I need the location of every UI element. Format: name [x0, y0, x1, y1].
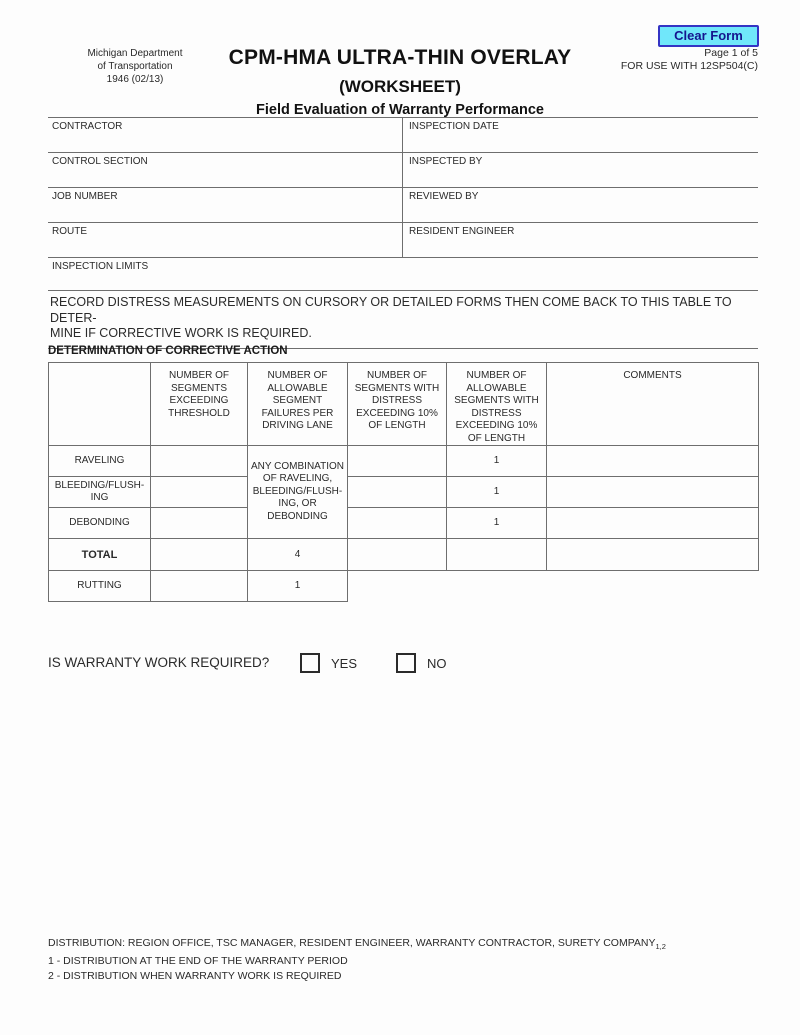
- total-allowable-failures-value: 4: [248, 539, 348, 571]
- clear-form-button[interactable]: Clear Form: [658, 25, 759, 47]
- form-subtitle: Field Evaluation of Warranty Performance: [256, 102, 544, 118]
- col-header-segments-with-distress: NUMBER OF SEGMENTS WITH DISTRESS EXCEEDING 10% OF LENGTH: [348, 363, 447, 446]
- row-label-total: TOTAL: [49, 539, 151, 571]
- table-row-total: [49, 539, 759, 571]
- table-row-debonding: [49, 508, 759, 539]
- section-title: DETERMINATION OF CORRECTIVE ACTION: [48, 345, 288, 357]
- bleeding-segments-exceeding-cell[interactable]: [151, 477, 248, 508]
- debonding-segments-exceeding-cell[interactable]: [151, 508, 248, 539]
- total-comments-cell[interactable]: [547, 539, 759, 571]
- warranty-question-label: IS WARRANTY WORK REQUIRED?: [48, 655, 270, 670]
- rutting-segments-exceeding-cell[interactable]: [151, 571, 248, 602]
- allowable-failures-merged-cell: ANY COMBINATION OF RAVELING, BLEEDING/FLUSH-ING, OR DEBONDING: [248, 446, 348, 539]
- worksheet-subtitle: (WORKSHEET): [339, 77, 461, 96]
- table-row-raveling: [49, 446, 759, 477]
- bleeding-segments-distress-cell[interactable]: [348, 477, 447, 508]
- form-reference: FOR USE WITH 12SP504(C): [620, 60, 758, 72]
- raveling-comments-cell[interactable]: [547, 446, 759, 477]
- distribution-subscript: 1,2: [655, 942, 666, 951]
- yes-checkbox[interactable]: [300, 653, 320, 673]
- field-resident-engineer[interactable]: [402, 222, 758, 257]
- distribution-text: [48, 936, 768, 954]
- row-label-debonding: DEBONDING: [49, 508, 151, 539]
- field-control-section[interactable]: [48, 152, 402, 187]
- col-header-comments: COMMENTS: [547, 363, 759, 446]
- row-label-bleeding-flushing: BLEEDING/FLUSH-ING: [49, 477, 151, 508]
- footer-block: [48, 936, 768, 984]
- page-number: Page 1 of 5: [704, 47, 758, 59]
- rutting-allowable-failures-value: 1: [248, 571, 348, 602]
- table-row-rutting: [49, 571, 759, 602]
- field-route-label: ROUTE: [52, 226, 87, 237]
- agency-line-1: Michigan Department: [87, 48, 183, 59]
- corner-header-cell: [49, 363, 151, 446]
- distribution-note-2: 2 - DISTRIBUTION WHEN WARRANTY WORK IS REQUIRED: [48, 970, 342, 982]
- field-inspection-limits[interactable]: [48, 257, 758, 290]
- page-info-block: [558, 47, 758, 73]
- field-inspected-by-label: INSPECTED BY: [409, 156, 483, 167]
- raveling-segments-exceeding-cell[interactable]: [151, 446, 248, 477]
- agency-line-3: 1946 (02/13): [106, 74, 164, 85]
- agency-line-2: of Transportation: [97, 61, 173, 72]
- field-inspected-by[interactable]: [402, 152, 758, 187]
- field-resident-engineer-label: RESIDENT ENGINEER: [409, 226, 515, 237]
- row-label-rutting: RUTTING: [49, 571, 151, 602]
- table-header-row: [49, 363, 759, 446]
- raveling-segments-distress-cell[interactable]: [348, 446, 447, 477]
- no-checkbox-label: NO: [427, 656, 447, 671]
- instructions-line-1: RECORD DISTRESS MEASUREMENTS ON CURSORY OR DETAILED FORMS THEN COME BACK TO THIS TABLE TO DETER-: [50, 295, 732, 325]
- field-job-number[interactable]: [48, 187, 402, 222]
- bleeding-comments-cell[interactable]: [547, 477, 759, 508]
- col-header-allowable-segments-distress: NUMBER OF ALLOWABLE SEGMENTS WITH DISTRESS EXCEEDING 10% OF LENGTH: [447, 363, 547, 446]
- field-job-number-label: JOB NUMBER: [52, 191, 118, 202]
- total-segments-exceeding-cell[interactable]: [151, 539, 248, 571]
- instructions-line-2: MINE IF CORRECTIVE WORK IS REQUIRED.: [50, 326, 312, 340]
- field-inspection-date[interactable]: [402, 117, 758, 152]
- warranty-question-row: [48, 650, 758, 680]
- debonding-comments-cell[interactable]: [547, 508, 759, 539]
- total-segments-distress-cell[interactable]: [348, 539, 447, 571]
- field-route[interactable]: [48, 222, 402, 257]
- no-checkbox[interactable]: [396, 653, 416, 673]
- total-allowable-distress-cell[interactable]: [447, 539, 547, 571]
- col-header-segments-exceeding: NUMBER OF SEGMENTS EXCEEDING THRESHOLD: [151, 363, 248, 446]
- field-control-section-label: CONTROL SECTION: [52, 156, 148, 167]
- rutting-empty-area: [348, 571, 759, 602]
- field-inspection-limits-label: INSPECTION LIMITS: [52, 261, 149, 272]
- instructions-text: [48, 290, 758, 349]
- yes-checkbox-label: YES: [331, 656, 358, 671]
- row-label-raveling: RAVELING: [49, 446, 151, 477]
- page-title: CPM-HMA ULTRA-THIN OVERLAY: [228, 46, 572, 69]
- field-contractor-label: CONTRACTOR: [52, 121, 123, 132]
- raveling-allowable-distress-value: 1: [447, 446, 547, 477]
- field-contractor[interactable]: [48, 117, 402, 152]
- project-info-grid: [48, 117, 758, 292]
- debonding-allowable-distress-value: 1: [447, 508, 547, 539]
- debonding-segments-distress-cell[interactable]: [348, 508, 447, 539]
- distribution-main: DISTRIBUTION: REGION OFFICE, TSC MANAGER, RESIDENT ENGINEER, WARRANTY CONTRACTOR, SURETY COMPANY: [48, 937, 656, 949]
- col-header-allowable-failures: NUMBER OF ALLOWABLE SEGMENT FAILURES PER DRIVING LANE: [248, 363, 348, 446]
- bleeding-allowable-distress-value: 1: [447, 477, 547, 508]
- field-reviewed-by-label: REVIEWED BY: [409, 191, 479, 202]
- distribution-note-1: 1 - DISTRIBUTION AT THE END OF THE WARRANTY PERIOD: [48, 955, 348, 967]
- field-inspection-date-label: INSPECTION DATE: [409, 121, 499, 132]
- corrective-action-table: [48, 362, 759, 602]
- table-row-bleeding-flushing: [49, 477, 759, 508]
- field-reviewed-by[interactable]: [402, 187, 758, 222]
